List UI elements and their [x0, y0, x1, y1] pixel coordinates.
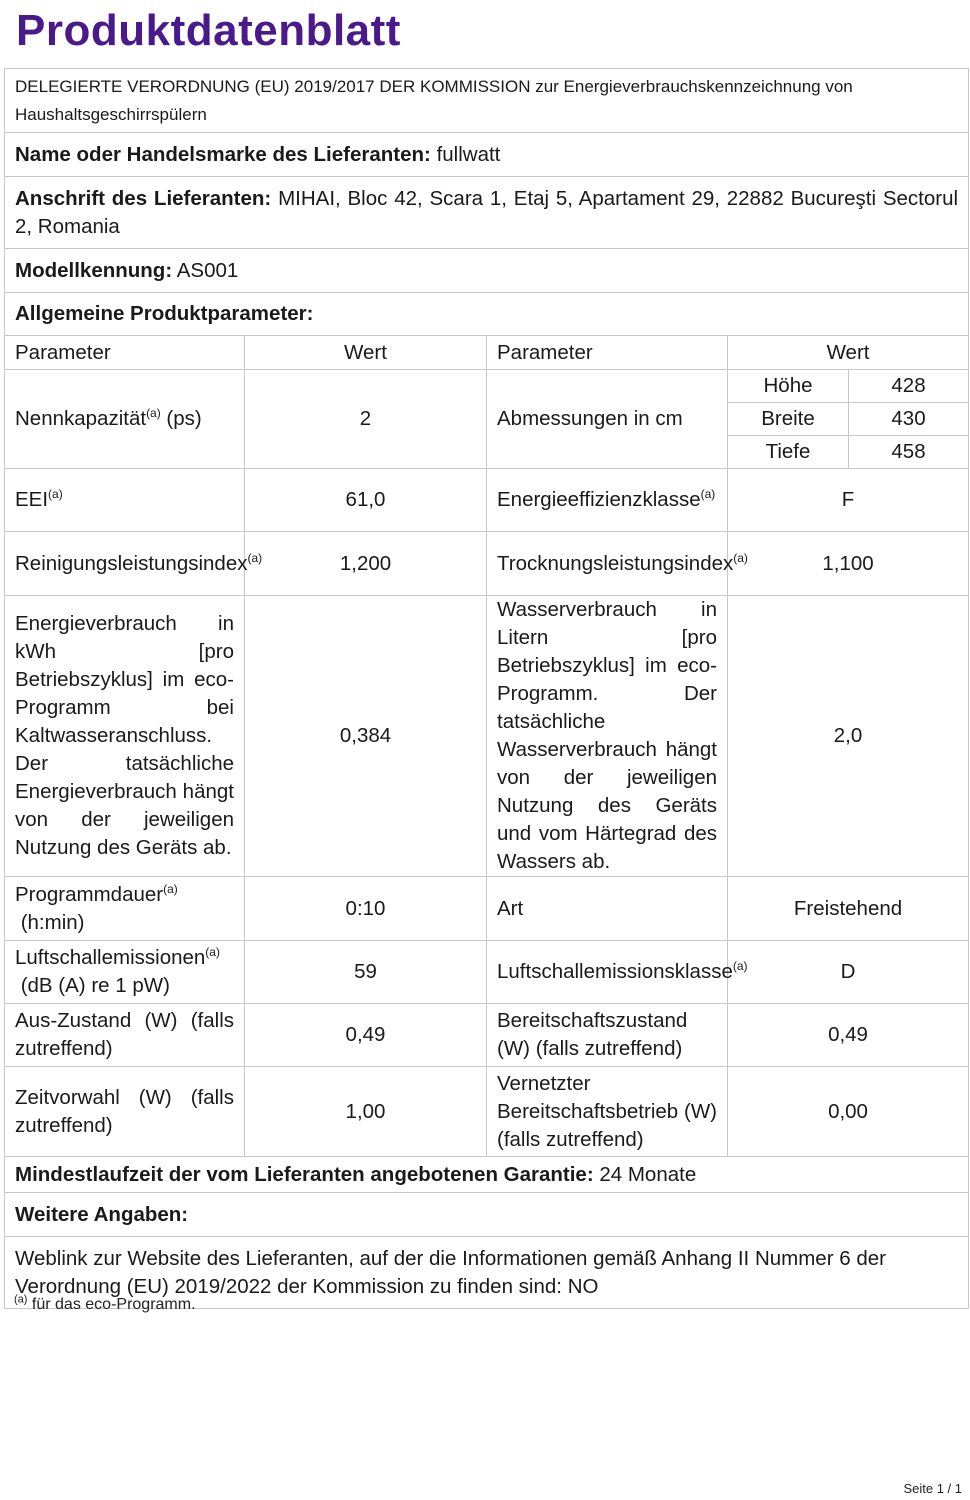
- depth-label: Tiefe: [728, 436, 849, 469]
- drying-index-value: 1,100: [728, 532, 969, 596]
- height-label: Höhe: [728, 370, 849, 403]
- noise-emissions-value: 59: [245, 941, 487, 1004]
- delay-start-value: 1,00: [245, 1067, 487, 1157]
- delay-start-label: Zeitvorwahl (W) (falls zutreffend): [5, 1067, 245, 1157]
- drying-index-label: Trocknungsleistungsindex$^{(a)}$: [487, 532, 728, 596]
- col-header-value-1: Wert: [245, 336, 487, 370]
- supplier-address-row: [5, 177, 969, 249]
- supplier-name-row: [5, 133, 969, 177]
- eei-label: EEI$^{(a)}$: [5, 469, 245, 532]
- table-row: [5, 1067, 969, 1157]
- page-number: Seite 1 / 1: [903, 1481, 962, 1496]
- supplier-name-label: Name oder Handelsmarke des Lieferanten:: [15, 142, 431, 166]
- water-consumption-label: Wasserverbrauch in Litern [pro Betriebszyklus] im eco-Programm. Der tatsächliche Wasserverbrauch hängt von der jeweiligen Nutzung des Geräts und vom Härtegrad des Wassers ab.: [487, 596, 728, 877]
- column-header-row: [5, 336, 969, 370]
- capacity-label: Nennkapazität$^{(a)}$ (ps): [5, 370, 245, 469]
- efficiency-class-label: Energieeffizienzklasse$^{(a)}$: [487, 469, 728, 532]
- networked-standby-label: Vernetzter Bereitschaftsbetrieb (W) (falls zutreffend): [487, 1067, 728, 1157]
- model-row: [5, 249, 969, 293]
- program-duration-label: Programmdauer$^{(a)}$ (h:min): [5, 877, 245, 941]
- footnote-marker: (a): [14, 1293, 28, 1306]
- cleaning-index-label: Reinigungsleistungsindex$^{(a)}$: [5, 532, 245, 596]
- depth-value: 458: [849, 436, 969, 469]
- additional-heading-row: [5, 1193, 969, 1237]
- table-row: [5, 1004, 969, 1067]
- noise-class-label: Luftschallemissionsklasse$^{(a)}$: [487, 941, 728, 1004]
- efficiency-class-value: F: [728, 469, 969, 532]
- type-value: Freistehend: [728, 877, 969, 941]
- capacity-value: 2: [245, 370, 487, 469]
- supplier-address-label: Anschrift des Lieferanten:: [15, 186, 272, 210]
- width-value: 430: [849, 403, 969, 436]
- off-mode-value: 0,49: [245, 1004, 487, 1067]
- table-row: [5, 469, 969, 532]
- table-row: [5, 877, 969, 941]
- standby-mode-label: Bereitschaftszustand (W) (falls zutreffend): [487, 1004, 728, 1067]
- regulation-text: DELEGIERTE VERORDNUNG (EU) 2019/2017 DER KOMMISSION zur Energieverbrauchskennzeichnung von Haushaltsgeschirrspülern: [5, 69, 969, 133]
- networked-standby-value: 0,00: [728, 1067, 969, 1157]
- height-value: 428: [849, 370, 969, 403]
- weblink-value: NO: [567, 1274, 599, 1298]
- eei-value: 61,0: [245, 469, 487, 532]
- dimensions-label: Abmessungen in cm: [487, 370, 728, 469]
- params-heading-row: [5, 293, 969, 336]
- warranty-row: [5, 1157, 969, 1193]
- model-value: AS001: [176, 258, 239, 282]
- page-title: Produktdatenblatt: [16, 6, 401, 55]
- params-heading: Allgemeine Produktparameter:: [5, 293, 969, 336]
- warranty-label: Mindestlaufzeit der vom Lieferanten angebotenen Garantie:: [15, 1162, 594, 1186]
- col-header-parameter-2: Parameter: [487, 336, 728, 370]
- type-label: Art: [487, 877, 728, 941]
- water-consumption-value: 2,0: [728, 596, 969, 877]
- warranty-value: 24 Monate: [599, 1162, 697, 1186]
- regulation-row: [5, 69, 969, 133]
- additional-heading: Weitere Angaben:: [5, 1193, 969, 1237]
- noise-class-value: D: [728, 941, 969, 1004]
- model-label: Modellkennung:: [15, 258, 173, 282]
- supplier-address-value: MIHAI, Bloc 42, Scara 1, Etaj 5, Apartament 29, 22882 Bucureşti Sectorul 2, Romania: [15, 186, 959, 238]
- table-row: [5, 370, 969, 403]
- energy-consumption-value: 0,384: [245, 596, 487, 877]
- footnote-text: für das eco-Programm.: [31, 1296, 196, 1313]
- table-row: [5, 941, 969, 1004]
- weblink-text: Weblink zur Website des Lieferanten, auf der die Informationen gemäß Anhang II Nummer 6 der Verordnung (EU) 2019/2022 der Kommission zu finden sind:: [15, 1246, 886, 1298]
- col-header-value-2: Wert: [728, 336, 969, 370]
- cleaning-index-value: 1,200: [245, 532, 487, 596]
- supplier-name-value: fullwatt: [436, 142, 501, 166]
- table-row: [5, 596, 969, 877]
- off-mode-label: Aus-Zustand (W) (falls zutreffend): [5, 1004, 245, 1067]
- product-data-table: [4, 68, 969, 1309]
- energy-consumption-label: Energieverbrauch in kWh [pro Betriebszyklus] im eco-Programm bei Kaltwasseranschluss. Der tatsächliche Energieverbrauch hängt von der jeweiligen Nutzung des Geräts ab.: [5, 596, 245, 877]
- width-label: Breite: [728, 403, 849, 436]
- noise-emissions-label: Luftschallemissionen$^{(a)}$ (dB (A) re 1 pW): [5, 941, 245, 1004]
- program-duration-value: 0:10: [245, 877, 487, 941]
- col-header-parameter-1: Parameter: [5, 336, 245, 370]
- footnote: [14, 1293, 196, 1314]
- table-row: [5, 532, 969, 596]
- standby-mode-value: 0,49: [728, 1004, 969, 1067]
